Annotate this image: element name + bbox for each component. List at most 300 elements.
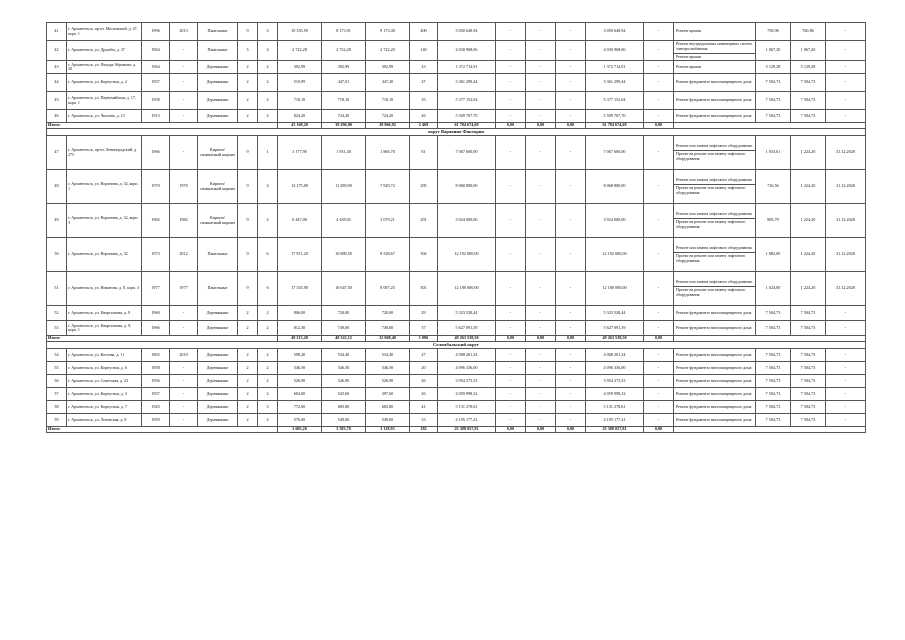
cell-a2: 10 647,50 [322, 272, 366, 306]
work-type-cell [674, 349, 756, 362]
work-type-item: Ремонт фундамента многоквартирного дома [676, 403, 752, 409]
work-type-cell [674, 388, 756, 401]
cell-u1: 7 504,73 [756, 388, 791, 401]
table-row [47, 61, 866, 74]
cell-c2: - [170, 401, 198, 414]
cell-num: 57 [47, 388, 67, 401]
cell-addr: г. Архангельск, ул. Литовская, д. 8 [67, 414, 142, 427]
table-row [47, 92, 866, 110]
work-type-item: Ремонт или замена лифтового оборудования [676, 279, 752, 285]
cell-d1: - [496, 306, 526, 321]
cell-c1: 1913 [142, 110, 170, 123]
cell-u1: 7 504,73 [756, 401, 791, 414]
cell-cost: 4 096 336,00 [438, 362, 496, 375]
cell-mat: Деревянные [198, 375, 238, 388]
cell-addr: г. Архангельск, ул. Корпусная, д. 2 [67, 74, 142, 92]
cell-fl: 5 [238, 41, 258, 61]
work-type-cell [674, 401, 756, 414]
cell-a3: 749,00 [366, 321, 410, 336]
cell-c2: - [170, 61, 198, 74]
cell-en: 3 [258, 401, 278, 414]
table-row [47, 401, 866, 414]
cell-d3: - [556, 388, 586, 401]
cell-dt: - [826, 388, 866, 401]
cell-c2: 2013 [170, 23, 198, 41]
cell-u2: 7 504,73 [791, 401, 826, 414]
cell-d1: - [496, 375, 526, 388]
cell-u1: 883,79 [756, 204, 791, 238]
cell-tot: 8 068 800,00 [586, 170, 644, 204]
cell-u1: 7 504,73 [756, 362, 791, 375]
cell-a1: 6 447,00 [278, 204, 322, 238]
cell-addr: г. Архангельск, ул. Первомайская, д. 17, корп. 1 [67, 92, 142, 110]
total-a2: 40 322,12 [322, 336, 366, 342]
cell-c1: 1959 [142, 414, 170, 427]
cell-a3: 546,50 [366, 362, 410, 375]
cell-tot: 4 059 998,32 [586, 388, 644, 401]
total-d3: 0,00 [556, 336, 586, 342]
cell-d3: - [556, 414, 586, 427]
cell-u1: 1 033,61 [756, 136, 791, 170]
cell-en: 2 [258, 74, 278, 92]
cell-num: 51 [47, 272, 67, 306]
cell-tot: 5 627 091,39 [586, 321, 644, 336]
cell-dt: - [826, 375, 866, 388]
cell-e: - [644, 110, 674, 123]
cell-en: 2 [258, 204, 278, 238]
cell-en: 4 [258, 170, 278, 204]
cell-e: - [644, 362, 674, 375]
total-p: 182 [410, 427, 438, 433]
work-type-cell [674, 238, 756, 272]
cell-c1: 1957 [142, 74, 170, 92]
cell-c1: 1966 [142, 321, 170, 336]
total-d1: 0,00 [496, 427, 526, 433]
cell-d3: - [556, 204, 586, 238]
work-type-cell [674, 61, 756, 74]
cell-a3: 7 929,72 [366, 170, 410, 204]
cell-d2: - [526, 401, 556, 414]
cell-u1: 7 504,73 [756, 349, 791, 362]
cell-p: 302 [410, 238, 438, 272]
cell-d2: - [526, 41, 556, 61]
cell-cost: 3 924 000,00 [438, 204, 496, 238]
total-a3: 38 866,92 [366, 123, 410, 129]
cell-p: 301 [410, 272, 438, 306]
table-row [47, 74, 866, 92]
cell-a2: 549,00 [322, 414, 366, 427]
work-type-item: Ремонт фундамента многоквартирного дома [676, 112, 752, 118]
cell-en: 6 [258, 238, 278, 272]
cell-d1: - [496, 414, 526, 427]
work-type-cell [674, 375, 756, 388]
work-type-item: Ремонт фундамента многоквартирного дома [676, 364, 752, 370]
total-d1: 0,00 [496, 123, 526, 129]
cell-dt: - [826, 61, 866, 74]
cell-a3: 397,60 [366, 388, 410, 401]
cell-a1: 718,10 [278, 92, 322, 110]
cell-fl: 9 [238, 204, 258, 238]
cell-p: 400 [410, 23, 438, 41]
cell-dt: 31.12.2020 [826, 238, 866, 272]
work-type-item: Проект на ремонт или замену лифтового оборудования [674, 286, 755, 299]
cell-tot: 1 372 714,91 [586, 61, 644, 74]
cell-u2: 7 504,73 [791, 321, 826, 336]
cell-dt: - [826, 362, 866, 375]
cell-d2: - [526, 306, 556, 321]
work-type-cell [674, 362, 756, 375]
cell-a1: 2 722,28 [278, 41, 322, 61]
total-d1: 0,00 [496, 336, 526, 342]
total-d3: 0,00 [556, 123, 586, 129]
cell-addr: г. Архангельск, ул. Корпусная, д. 6 [67, 362, 142, 375]
cell-a1: 772,00 [278, 401, 322, 414]
cell-a1: 604,00 [278, 388, 322, 401]
total-row [47, 427, 866, 433]
cell-u2: 1 224,20 [791, 204, 826, 238]
cell-u2: 7 504,73 [791, 349, 826, 362]
cell-d2: - [526, 110, 556, 123]
cell-mat: Деревянные [198, 92, 238, 110]
cell-p: 291 [410, 204, 438, 238]
cell-dt: 31.12.2020 [826, 204, 866, 238]
cell-a3: 8 007,25 [366, 272, 410, 306]
cell-d3: - [556, 321, 586, 336]
cell-c2: 1977 [170, 272, 198, 306]
cell-fl: 9 [238, 238, 258, 272]
cell-d1: - [496, 401, 526, 414]
work-type-item: Ремонт фундамента многоквартирного дома [676, 351, 752, 357]
cell-cost: 3 361 299,44 [438, 74, 496, 92]
work-type-cell [674, 272, 756, 306]
table-row [47, 321, 866, 336]
cell-a1: 17 911,20 [278, 238, 322, 272]
cell-en: 2 [258, 362, 278, 375]
cell-en: 2 [258, 306, 278, 321]
cell-e: - [644, 170, 674, 204]
cell-mat: Деревянные [198, 61, 238, 74]
cell-fl: 2 [238, 362, 258, 375]
cell-fl: 2 [238, 74, 258, 92]
work-type-item: Ремонт фундамента многоквартирного дома [676, 377, 752, 383]
cell-p: 27 [410, 74, 438, 92]
total-tot: 49 263 538,50 [586, 336, 644, 342]
cell-num: 46 [47, 110, 67, 123]
cell-c1: 1973 [142, 238, 170, 272]
cell-d1: - [496, 41, 526, 61]
work-type-cell [674, 170, 756, 204]
cell-d1: - [496, 92, 526, 110]
total-d2: 0,00 [526, 123, 556, 129]
cell-addr: г. Архангельск, ул. Котлова, д. 11 [67, 349, 142, 362]
cell-c2: 1982 [170, 204, 198, 238]
section-title: округ Варавино-Фактория [47, 129, 866, 136]
cell-d2: - [526, 23, 556, 41]
cell-num: 50 [47, 238, 67, 272]
cell-fl: 9 [238, 170, 258, 204]
cell-a2: 2 722,28 [322, 41, 366, 61]
cell-tot: 3 954 273,33 [586, 375, 644, 388]
cell-num: 54 [47, 349, 67, 362]
cell-a1: 812,30 [278, 321, 322, 336]
cell-cost: 5 627 091,39 [438, 321, 496, 336]
total-a1: 43 168,20 [278, 123, 322, 129]
cell-addr: г. Архангельск, ул. Никитова, д. 8, корп. 3 [67, 272, 142, 306]
cell-en: 2 [258, 110, 278, 123]
cell-d1: - [496, 362, 526, 375]
cell-fl: 2 [238, 401, 258, 414]
total-cost: 61 784 674,69 [438, 123, 496, 129]
cell-e: - [644, 41, 674, 61]
work-type-item: Ремонт внутридомовых инженерных систем электроснабжения [676, 41, 752, 51]
cell-u1: 7 504,73 [756, 321, 791, 336]
cell-addr: г. Архангельск, ул. Корпусная, д. 7 [67, 401, 142, 414]
cell-d3: - [556, 375, 586, 388]
cell-dt: - [826, 41, 866, 61]
cell-p: 20 [410, 362, 438, 375]
total-a2: 3 383,70 [322, 427, 366, 433]
cell-c2: - [170, 41, 198, 61]
total-a1: 49 213,20 [278, 336, 322, 342]
cell-dt: - [826, 306, 866, 321]
cell-d2: - [526, 321, 556, 336]
cell-c2: 2010 [170, 349, 198, 362]
cell-addr: г. Архангельск, ул. Квартальная, д. 9 [67, 306, 142, 321]
cell-p: 35 [410, 92, 438, 110]
cell-addr: г. Архангельск, пр-кт. Московский, д. 47, корп. 1 [67, 23, 142, 41]
cell-cost: 3 050 648,94 [438, 23, 496, 41]
cell-a2: 534,40 [322, 349, 366, 362]
cell-a1: 546,50 [278, 362, 322, 375]
cell-d3: - [556, 92, 586, 110]
cell-d2: - [526, 74, 556, 92]
cell-tot: 3 361 299,44 [586, 74, 644, 92]
table-row [47, 41, 866, 61]
cell-u2: 1 224,20 [791, 170, 826, 204]
section-header-row [47, 129, 866, 136]
cell-u1: 7 504,73 [756, 414, 791, 427]
cell-e: - [644, 238, 674, 272]
cell-c2: - [170, 375, 198, 388]
work-type-item: Ремонт фундамента многоквартирного дома [676, 416, 752, 422]
work-type-cell [674, 414, 756, 427]
work-type-item: Ремонт фундамента многоквартирного дома [676, 390, 752, 396]
cell-p: 41 [410, 401, 438, 414]
cell-d3: - [556, 23, 586, 41]
cell-mat: Панельные [198, 238, 238, 272]
cell-cost: 7 067 600,00 [438, 136, 496, 170]
cell-p: 295 [410, 170, 438, 204]
cell-tot: 4 096 336,00 [586, 362, 644, 375]
cell-cost: 4 195 177,41 [438, 414, 496, 427]
cell-fl: 2 [238, 92, 258, 110]
table-row [47, 238, 866, 272]
total-label: Итого: [47, 123, 278, 129]
work-type-item: Ремонт фундамента многоквартирного дома [676, 324, 752, 330]
cell-dt: - [826, 321, 866, 336]
cell-u2: 7 504,73 [791, 306, 826, 321]
cell-e: - [644, 74, 674, 92]
cell-e: - [644, 136, 674, 170]
cell-mat: Панельные [198, 23, 238, 41]
cell-e: - [644, 272, 674, 306]
cell-dt: - [826, 23, 866, 41]
cell-a3: 1 866,70 [366, 136, 410, 170]
cell-c1: 1960 [142, 306, 170, 321]
cell-dt: 31.12.2020 [826, 272, 866, 306]
total-a3: 3 118,93 [366, 427, 410, 433]
cell-cost: 8 068 800,00 [438, 170, 496, 204]
cell-num: 49 [47, 204, 67, 238]
cell-d1: - [496, 349, 526, 362]
cell-tot: 4 030 968,06 [586, 41, 644, 61]
cell-c1: 1865 [142, 349, 170, 362]
cell-d1: - [496, 74, 526, 92]
total-e: 0,00 [644, 427, 674, 433]
cell-tot: 5 509 767,70 [586, 110, 644, 123]
cell-num: 53 [47, 321, 67, 336]
cell-c1: 1958 [142, 92, 170, 110]
cell-dt: - [826, 349, 866, 362]
cell-a3: 447,20 [366, 74, 410, 92]
cell-dt: - [826, 74, 866, 92]
total-p: 2 469 [410, 123, 438, 129]
total-d3: 0,00 [556, 427, 586, 433]
cell-c1: 1996 [142, 23, 170, 41]
work-type-cell [674, 92, 756, 110]
work-type-item: Ремонт или замена лифтового оборудования [676, 211, 752, 217]
cell-cost: 4 008 201,34 [438, 349, 496, 362]
table-row [47, 414, 866, 427]
cell-cost: 1 372 714,91 [438, 61, 496, 74]
cell-addr: г. Архангельск, ул. Воронина, д. 32, корп. 3 [67, 204, 142, 238]
cell-tot: 4 195 177,41 [586, 414, 644, 427]
cell-u1: 1 024,00 [756, 272, 791, 306]
cell-c1: 1966 [142, 136, 170, 170]
cell-fl: 2 [238, 414, 258, 427]
cell-d1: - [496, 136, 526, 170]
work-type-item: Проект на ремонт или замену лифтового оборудования [674, 252, 755, 265]
cell-a2: 724,20 [322, 110, 366, 123]
cell-a2: 543,60 [322, 388, 366, 401]
cell-u1: 7 504,73 [756, 74, 791, 92]
cell-mat: Панельные [198, 272, 238, 306]
cell-cost: 4 059 998,32 [438, 388, 496, 401]
cell-d3: - [556, 349, 586, 362]
cell-d3: - [556, 362, 586, 375]
cell-e: - [644, 321, 674, 336]
cell-a3: 718,10 [366, 92, 410, 110]
cell-a3: 392,99 [366, 61, 410, 74]
cell-e: - [644, 23, 674, 41]
work-type-cell [674, 23, 756, 41]
cell-u2: 1 224,20 [791, 272, 826, 306]
work-type-cell [674, 136, 756, 170]
cell-d1: - [496, 238, 526, 272]
cell-fl: 2 [238, 61, 258, 74]
cell-a1: 10 335,59 [278, 23, 322, 41]
cell-num: 41 [47, 23, 67, 41]
cell-addr: г. Архангельск, пр-кт. Ленинградский, д. 275 [67, 136, 142, 170]
table-row [47, 204, 866, 238]
cell-a2: 683,80 [322, 401, 366, 414]
cell-c2: - [170, 92, 198, 110]
work-type-item: Ремонт крыши [676, 63, 702, 69]
table-row [47, 23, 866, 41]
cell-en: 1 [258, 136, 278, 170]
cell-a2: 8 173,91 [322, 23, 366, 41]
repair-program-table [46, 22, 866, 433]
cell-mat: Деревянные [198, 321, 238, 336]
cell-d2: - [526, 362, 556, 375]
cell-a1: 14 175,00 [278, 170, 322, 204]
cell-mat: Деревянные [198, 74, 238, 92]
cell-a2: 4 438,92 [322, 204, 366, 238]
cell-d3: - [556, 41, 586, 61]
cell-c2: - [170, 362, 198, 375]
total-tot: 25 388 057,81 [586, 427, 644, 433]
cell-u2: 1 224,20 [791, 136, 826, 170]
cell-cost: 5 509 767,70 [438, 110, 496, 123]
cell-a3: 683,80 [366, 401, 410, 414]
cell-a3: 724,20 [366, 110, 410, 123]
cell-en: 4 [258, 41, 278, 61]
cell-e: - [644, 388, 674, 401]
cell-en: 2 [258, 375, 278, 388]
cell-c1: 1957 [142, 388, 170, 401]
cell-e: - [644, 204, 674, 238]
work-type-cell [674, 74, 756, 92]
cell-d1: - [496, 61, 526, 74]
cell-p: 26 [410, 375, 438, 388]
cell-a1: 576,00 [278, 414, 322, 427]
cell-en: 2 [258, 414, 278, 427]
cell-mat: Деревянные [198, 349, 238, 362]
cell-c2: 2012 [170, 238, 198, 272]
cell-d1: - [496, 272, 526, 306]
cell-mat: Деревянные [198, 401, 238, 414]
total-p: 1 086 [410, 336, 438, 342]
cell-fl: 2 [238, 375, 258, 388]
work-type-item: Проект на ремонт или замену лифтового оборудования [674, 184, 755, 197]
cell-d1: - [496, 321, 526, 336]
cell-a1: 17 335,90 [278, 272, 322, 306]
cell-a3: 549,00 [366, 414, 410, 427]
cell-u1: 756,96 [756, 23, 791, 41]
cell-e: - [644, 349, 674, 362]
cell-dt: 31.12.2020 [826, 170, 866, 204]
cell-a2: 749,00 [322, 321, 366, 336]
cell-p: 27 [410, 349, 438, 362]
table-row [47, 306, 866, 321]
total-label: Итого: [47, 336, 278, 342]
cell-tot: 12 192 000,00 [586, 238, 644, 272]
table-row [47, 375, 866, 388]
cell-a1: 824,20 [278, 110, 322, 123]
cell-d3: - [556, 170, 586, 204]
cell-a2: 11 289,90 [322, 170, 366, 204]
cell-a2: 447,01 [322, 74, 366, 92]
cell-tot: 7 067 600,00 [586, 136, 644, 170]
cell-a3: 534,40 [366, 349, 410, 362]
cell-u1: 7 504,73 [756, 92, 791, 110]
cell-a2: 718,10 [322, 92, 366, 110]
work-type-item: Ремонт фундамента многоквартирного дома [676, 309, 752, 315]
cell-u2: 1 067,20 [791, 41, 826, 61]
cell-c2: - [170, 110, 198, 123]
cell-tot: 5 323 528,44 [586, 306, 644, 321]
cell-d3: - [556, 401, 586, 414]
